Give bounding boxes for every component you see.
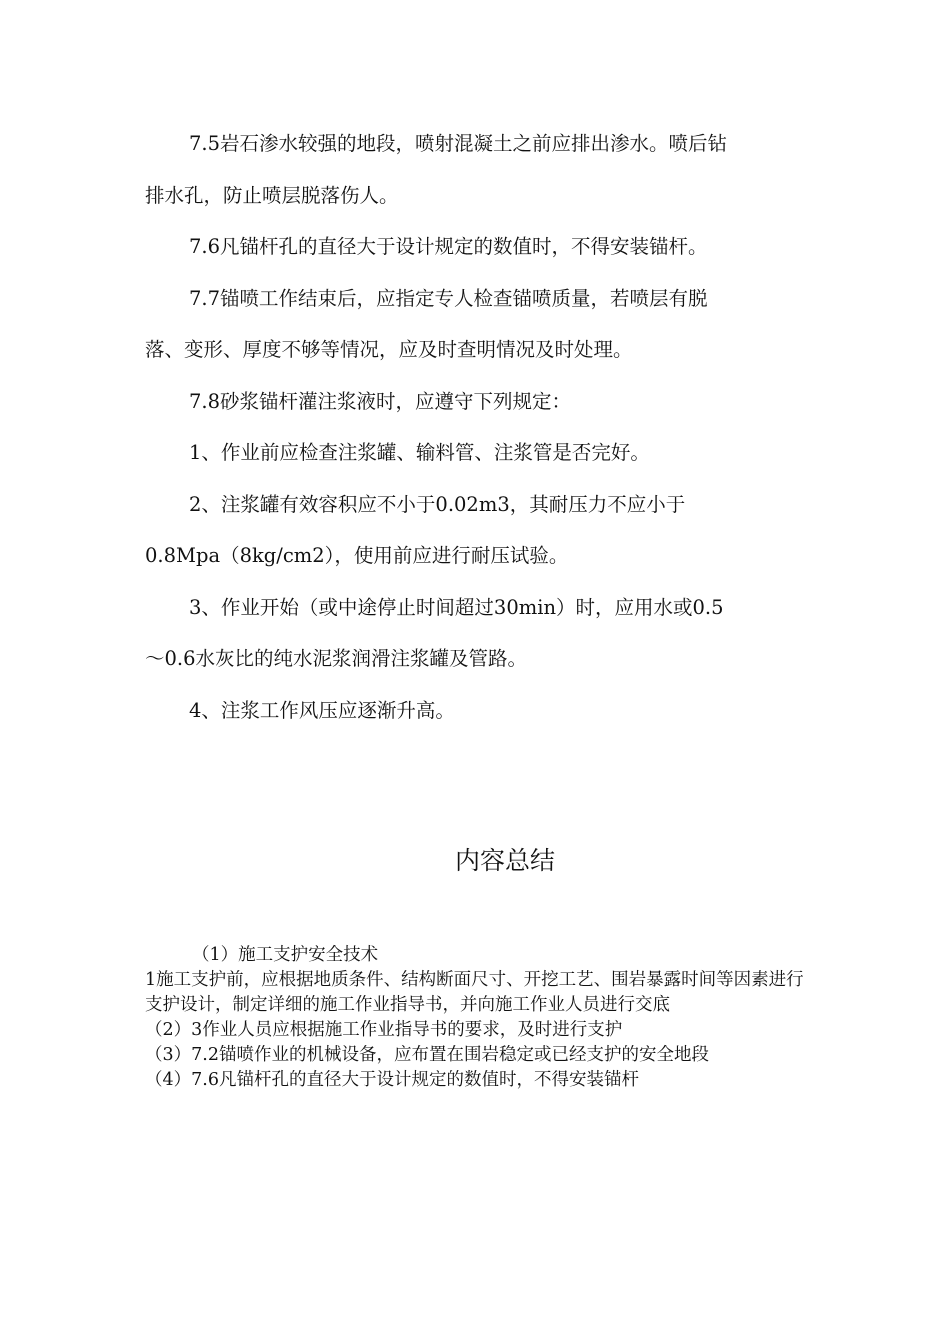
- rule-item-2-line-2: 0.8Mpa（8kg/cm2），使用前应进行耐压试验。: [145, 544, 569, 567]
- rule-item-3-line-2: ～0.6水灰比的纯水泥浆润滑注浆罐及管路。: [145, 647, 528, 670]
- summary-heading: （1）施工支护安全技术: [192, 945, 379, 965]
- paragraph-7-5-line-1: 7.5岩石渗水较强的地段，喷射混凝土之前应排出渗水。喷后钻: [189, 132, 728, 155]
- paragraph-7-5-line-2: 排水孔，防止喷层脱落伤人。: [145, 183, 399, 207]
- paragraph-7-6: 7.6凡锚杆孔的直径大于设计规定的数值时，不得安装锚杆。: [189, 235, 708, 258]
- body-text: [145, 118, 805, 736]
- rule-item-2-line-1: 2、注浆罐有效容积应不小于0.02m3，其耐压力不应小于: [189, 492, 686, 516]
- summary-item-1: 1施工支护前，应根据地质条件、结构断面尺寸、开挖工艺、围岩暴露时间等因素进行支护设计，制定详细的施工作业指导书，并向施工作业人员进行交底: [145, 970, 804, 1015]
- summary-item-3: （3）7.2锚喷作业的机械设备，应布置在围岩稳定或已经支护的安全地段: [145, 1045, 709, 1065]
- summary-section: [145, 943, 805, 1093]
- rule-item-4: 4、注浆工作风压应逐渐升高。: [189, 698, 455, 722]
- rule-item-3-line-1: 3、作业开始（或中途停止时间超过30min）时，应用水或0.5: [189, 595, 724, 619]
- paragraph-7-7-line-1: 7.7锚喷工作结束后，应指定专人检查锚喷质量，若喷层有脱: [189, 286, 708, 310]
- rule-item-1: 1、作业前应检查注浆罐、输料管、注浆管是否完好。: [189, 441, 650, 464]
- summary-title: 内容总结: [454, 846, 555, 875]
- paragraph-7-8: 7.8砂浆锚杆灌注浆液时，应遵守下列规定：: [189, 389, 572, 413]
- summary-item-2: （2）3作业人员应根据施工作业指导书的要求，及时进行支护: [145, 1020, 623, 1040]
- paragraph-7-7-line-2: 落、变形、厚度不够等情况，应及时查明情况及时处理。: [145, 338, 633, 361]
- summary-item-4: （4）7.6凡锚杆孔的直径大于设计规定的数值时，不得安装锚杆: [145, 1070, 639, 1090]
